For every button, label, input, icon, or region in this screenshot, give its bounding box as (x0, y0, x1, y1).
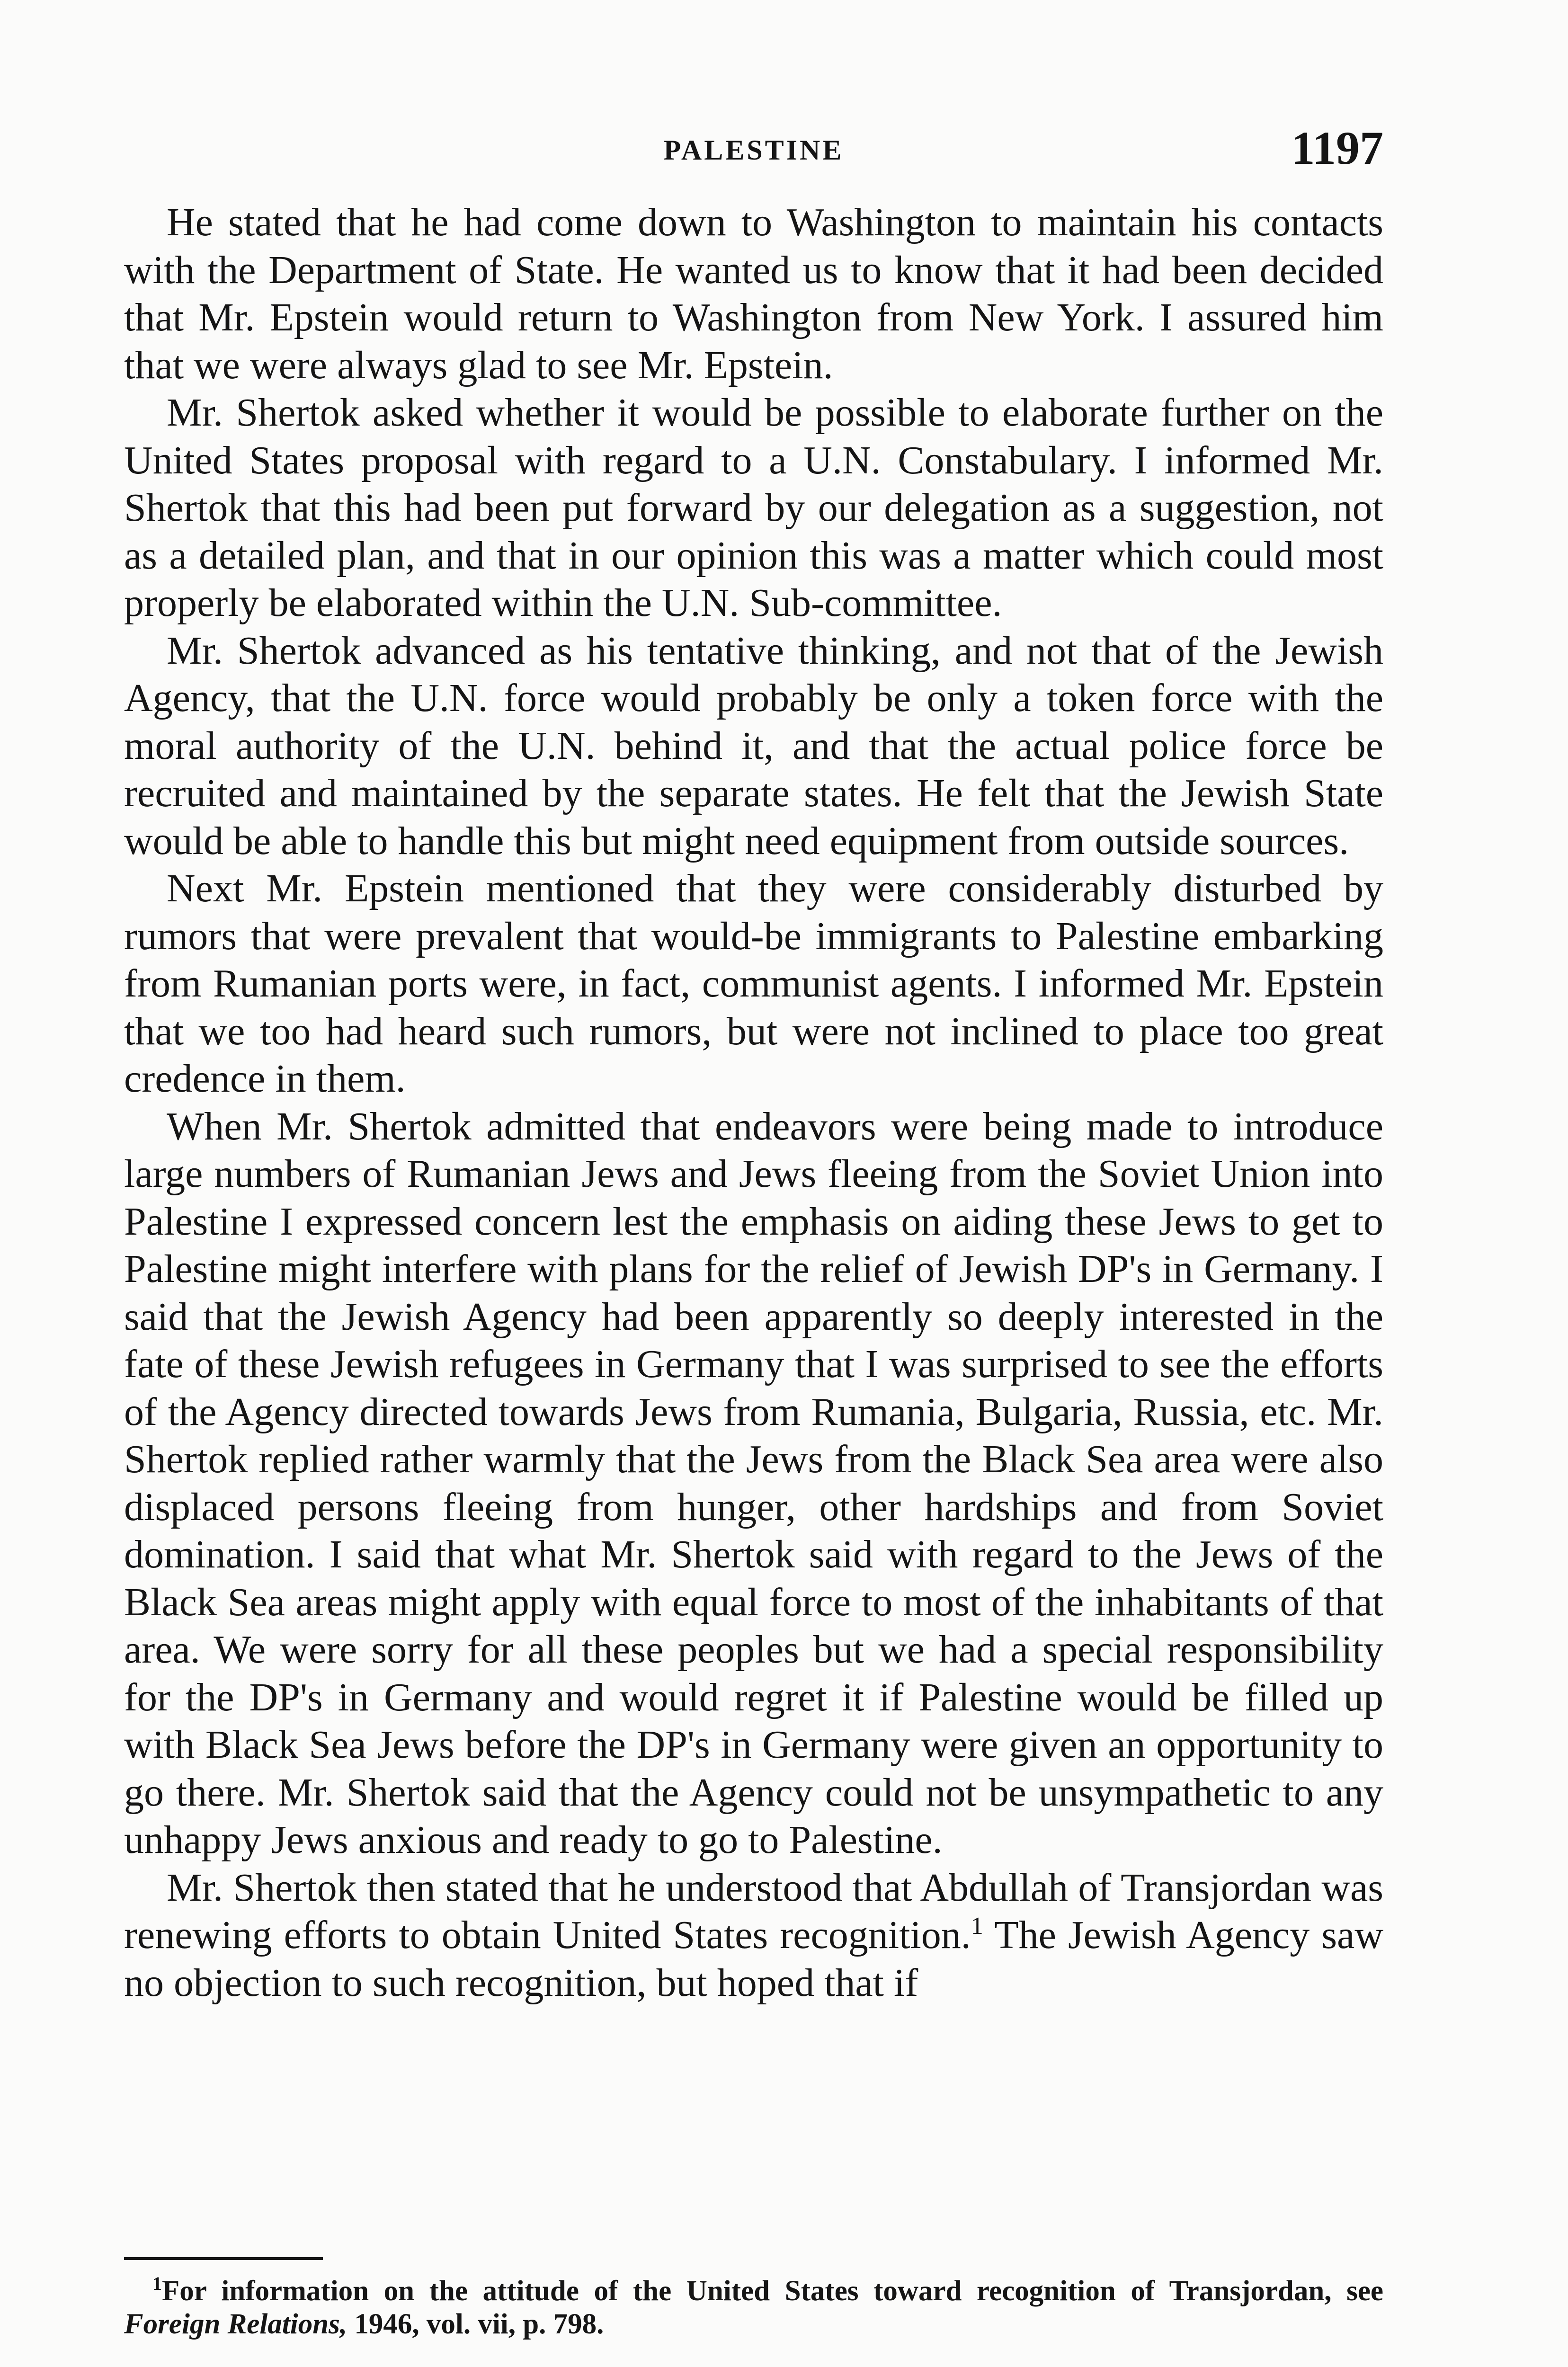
paragraph-1: He stated that he had come down to Washington to maintain his contacts with the Department of State. He wanted us to know that it had been decided that Mr. Epstein would return to Washington from New York. I assured him that we were always glad to see Mr. Epstein. (124, 200, 1383, 387)
paragraph-5: When Mr. Shertok admitted that endeavors were being made to introduce large numbers of Rumanian Jews and Jews fleeing from the Soviet Union into Palestine I expressed concern lest the emphasis on aiding these Jews to get to Palestine might interfere with plans for the relief of Jewish DP's in Germany. I said that the Jewish Agency had been apparently so deeply interested in the fate of these Jewish refugees in Germany that I was surprised to see the efforts of the Agency directed towards Jews from Rumania, Bulgaria, Russia, etc. Mr. Shertok replied rather warmly that the Jews from the Black Sea area were also displaced persons fleeing from hunger, other hardships and from Soviet domination. I said that what Mr. Shertok said with regard to the Jews of the Black Sea areas might apply with equal force to most of the inhabitants of that area. We were sorry for all these peoples but we had a special responsibility for the DP's in Germany and would regret it if Palestine would be filled up with Black Sea Jews before the DP's in Germany were given an opportunity to go there. Mr. Shertok said that the Agency could not be unsympathetic to any unhappy Jews anxious and ready to go to Palestine. (124, 1104, 1383, 1862)
running-head (124, 121, 1383, 178)
paragraph-3: Mr. Shertok advanced as his tentative thinking, and not that of the Jewish Agency, that the U.N. force would probably be only a token force with the moral authority of the U.N. behind it, and that the actual police force be recruited and maintained by the separate states. He felt that the Jewish State would be able to handle this but might need equipment from outside sources. (124, 628, 1383, 863)
paragraph-6 (124, 1864, 1383, 2007)
footnote-text-before: For information on the attitude of the United States toward recognition of Transjordan, see (162, 2275, 1383, 2307)
footnote-text-after: 1946, vol. vii, p. 798. (347, 2308, 604, 2340)
footnote-italic-title: Foreign Relations, (124, 2308, 347, 2340)
body-text (124, 199, 1383, 2007)
paragraph-4: Next Mr. Epstein mentioned that they were considerably disturbed by rumors that were prevalent that would-be immigrants to Palestine embarking from Rumanian ports were, in fact, communist agents. I informed Mr. Epstein that we too had heard such rumors, but were not inclined to place too great credence in them. (124, 866, 1383, 1101)
page-number: 1197 (1291, 122, 1383, 174)
footnote-marker: 1 (152, 2273, 162, 2294)
paragraph-6-text-before: Mr. Shertok then stated that he understood that Abdullah of Transjordan was renewing efforts to obtain United States recognition. (124, 1865, 1383, 1957)
footnote (124, 2275, 1383, 2341)
paragraph-6-text-after: The Jewish Agency saw no objection to such recognition, but hoped that if (124, 1913, 1383, 2005)
running-title: PALESTINE (663, 134, 844, 166)
footnote-divider (124, 2257, 323, 2260)
footnote-reference: 1 (971, 1913, 983, 1940)
paragraph-2: Mr. Shertok asked whether it would be possible to elaborate further on the United States proposal with regard to a U.N. Constabulary. I informed Mr. Shertok that this had been put forward by our delegation as a suggestion, not as a detailed plan, and that in our opinion this was a matter which could most properly be elaborated within the U.N. Sub-committee. (124, 391, 1383, 625)
